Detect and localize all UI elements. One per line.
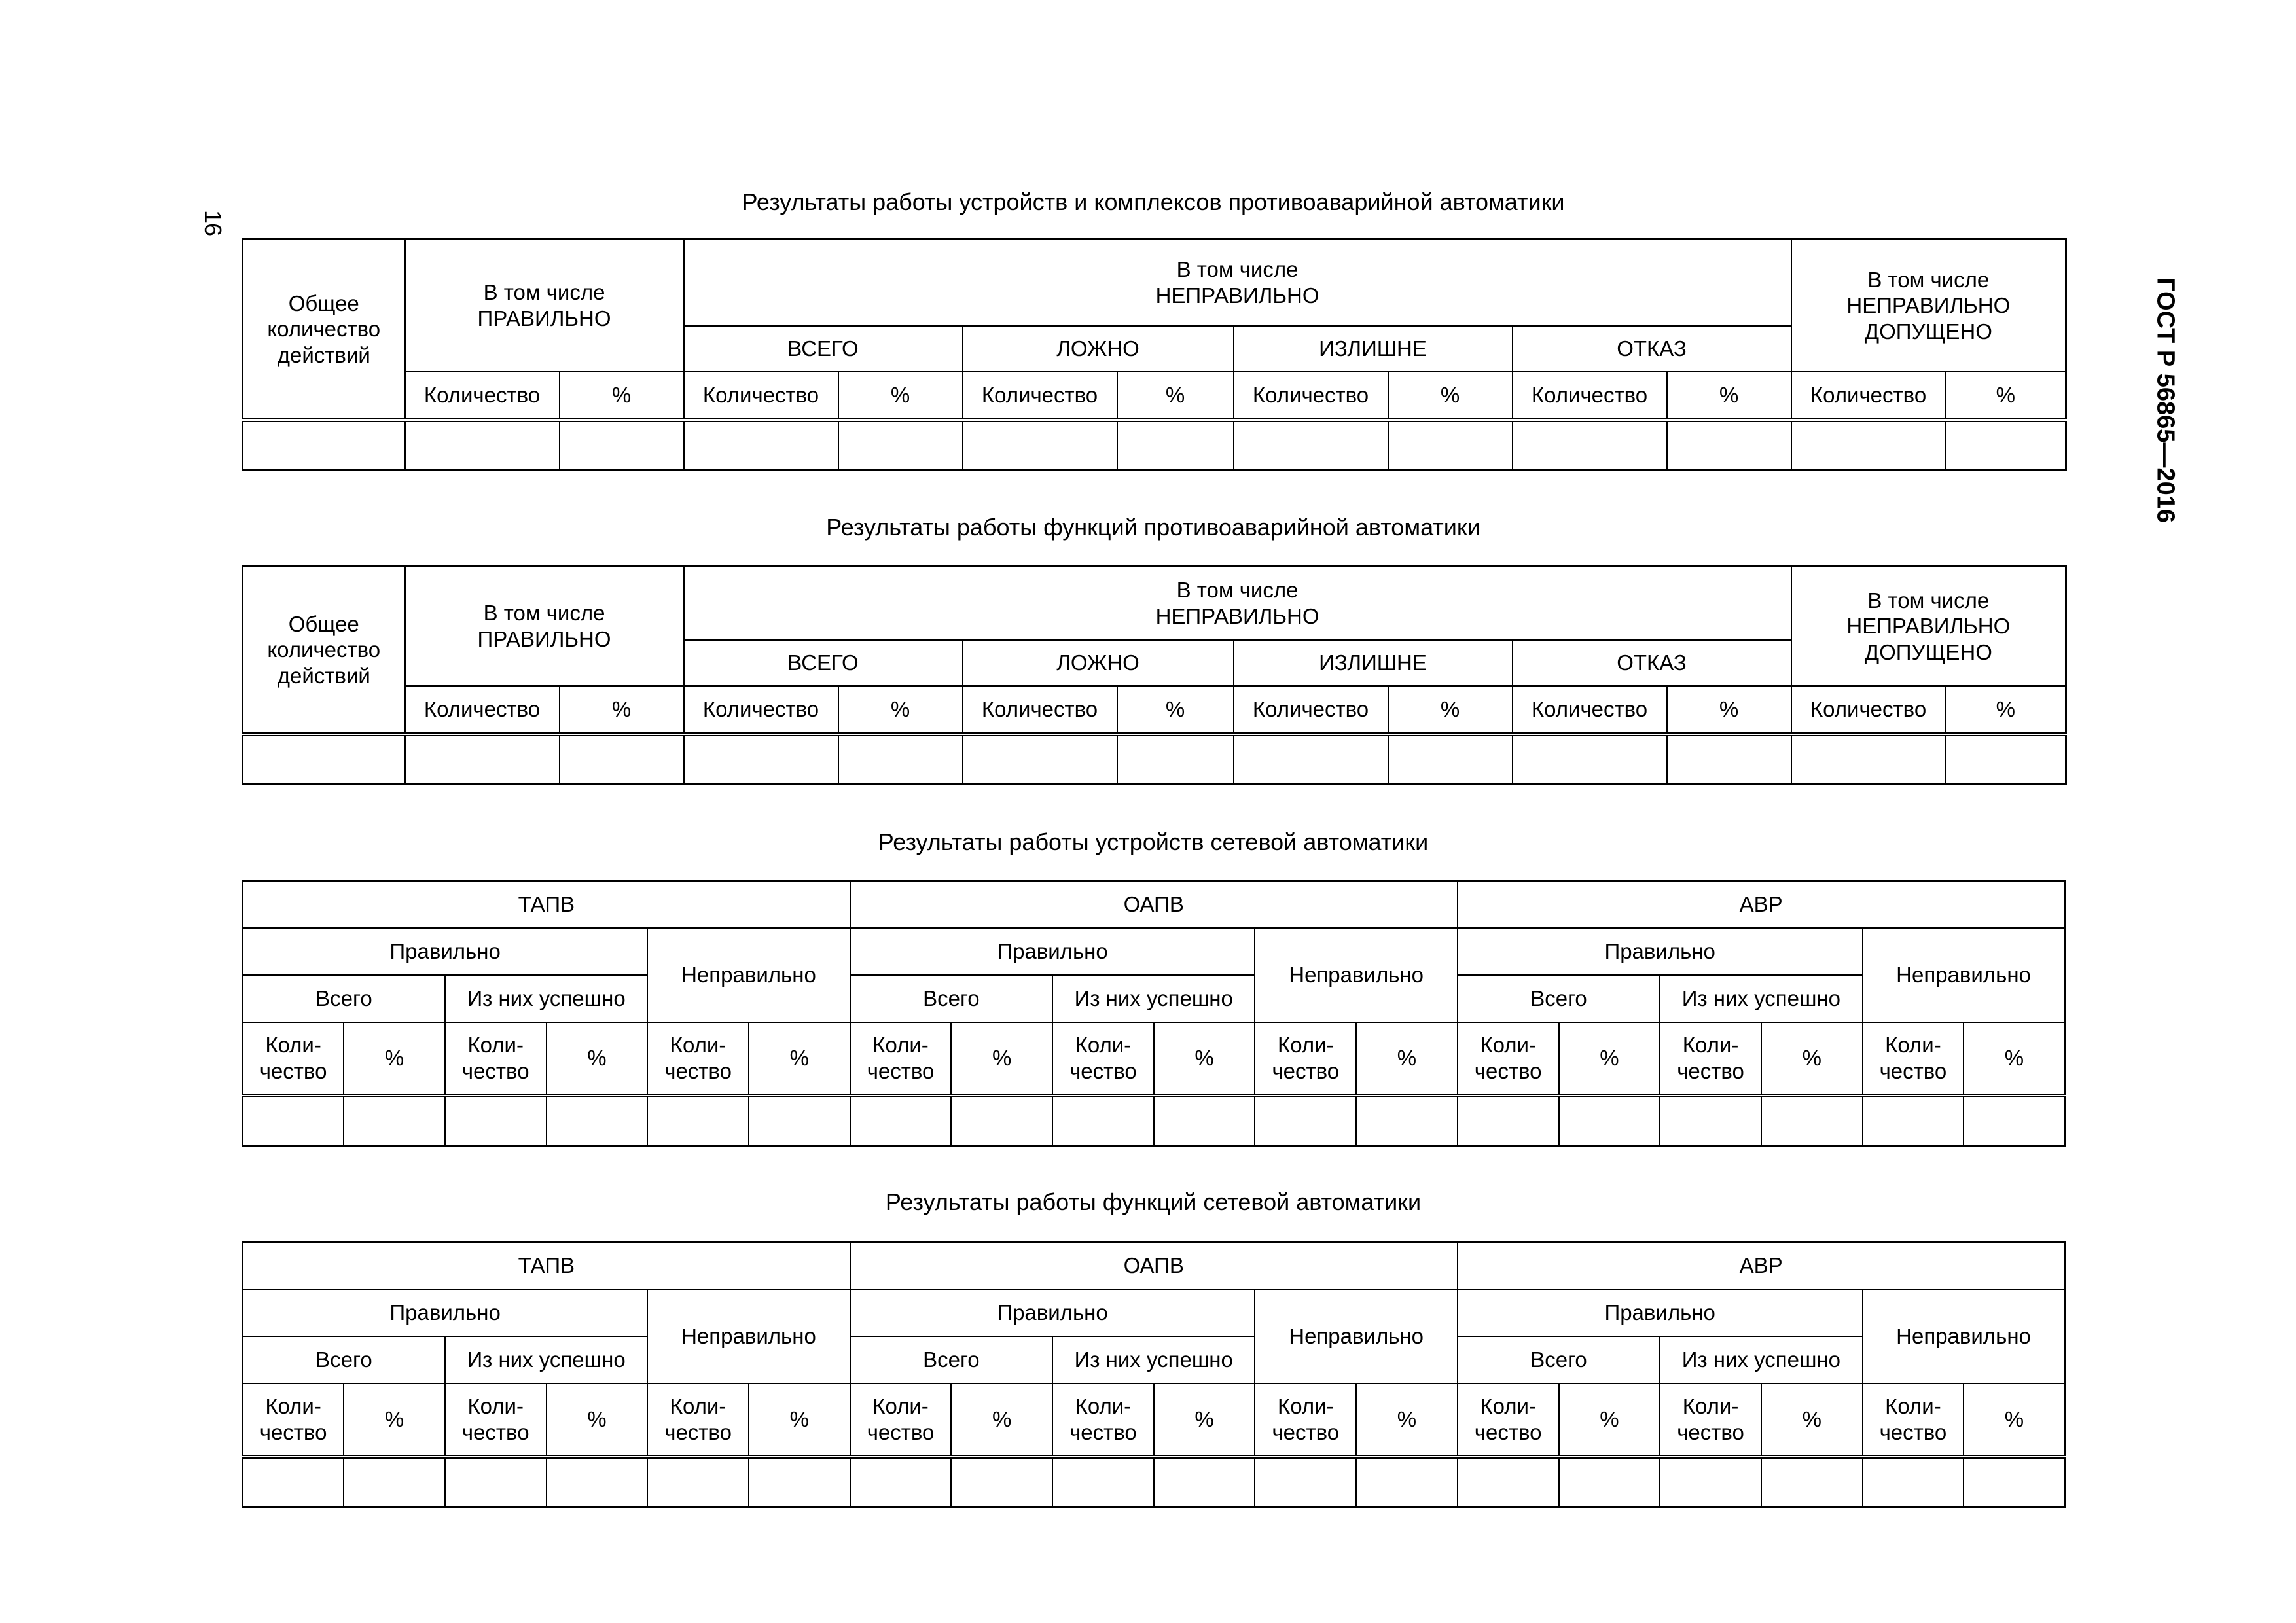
percent-header: % bbox=[1667, 686, 1791, 734]
data-cell[interactable] bbox=[1660, 1457, 1761, 1507]
document-code: ГОСТ Р 56865—2016 bbox=[2151, 277, 2179, 523]
percent-header: % bbox=[1559, 1022, 1660, 1096]
total-header: Всего bbox=[850, 1336, 1052, 1383]
percent-header: % bbox=[951, 1383, 1052, 1457]
data-cell[interactable] bbox=[850, 1457, 952, 1507]
count-header: Коли- чество bbox=[850, 1383, 952, 1457]
data-cell[interactable] bbox=[560, 734, 684, 785]
incorrect-header: Неправильно bbox=[647, 1289, 850, 1383]
data-cell[interactable] bbox=[1791, 420, 1946, 471]
table-caption: Результаты работы функций сетевой автоматики bbox=[885, 1188, 1422, 1215]
incorrect-header: В том числе НЕПРАВИЛЬНО bbox=[684, 567, 1791, 641]
incorrect-header: Неправильно bbox=[1863, 928, 2065, 1022]
count-header: Коли- чество bbox=[1458, 1383, 1559, 1457]
success-header: Из них успешно bbox=[1660, 1336, 1862, 1383]
count-header: Количество bbox=[1791, 686, 1946, 734]
count-header: Коли- чество bbox=[1255, 1383, 1356, 1457]
data-cell[interactable] bbox=[838, 420, 963, 471]
total-header: Всего bbox=[243, 1336, 445, 1383]
data-cell[interactable] bbox=[1154, 1096, 1255, 1146]
data-cell[interactable] bbox=[1513, 420, 1667, 471]
success-header: Из них успешно bbox=[1052, 975, 1255, 1022]
count-header: Коли- чество bbox=[647, 1022, 749, 1096]
devices-net-table bbox=[242, 880, 2066, 1147]
count-header: Коли- чество bbox=[1660, 1383, 1761, 1457]
data-cell[interactable] bbox=[1234, 734, 1388, 785]
data-cell[interactable] bbox=[1667, 420, 1791, 471]
percent-header: % bbox=[344, 1383, 445, 1457]
count-header: Коли- чество bbox=[1660, 1022, 1761, 1096]
data-cell[interactable] bbox=[1052, 1096, 1154, 1146]
correct-header: Правильно bbox=[850, 928, 1255, 975]
total-header: Всего bbox=[1458, 1336, 1660, 1383]
data-cell[interactable] bbox=[1946, 420, 2066, 471]
sub-header-excess: ИЗЛИШНЕ bbox=[1234, 640, 1513, 686]
data-cell[interactable] bbox=[560, 420, 684, 471]
count-header: Количество bbox=[1791, 372, 1946, 420]
data-cell[interactable] bbox=[1964, 1096, 2065, 1146]
percent-header: % bbox=[951, 1022, 1052, 1096]
data-cell[interactable] bbox=[1356, 1096, 1458, 1146]
percent-header: % bbox=[1117, 372, 1234, 420]
group-header-oapv: ОАПВ bbox=[850, 1242, 1458, 1290]
group-header-tapv: ТАПВ bbox=[243, 881, 850, 929]
data-cell[interactable] bbox=[1964, 1457, 2065, 1507]
sub-header-total: ВСЕГО bbox=[684, 326, 963, 372]
data-cell[interactable] bbox=[1154, 1457, 1255, 1507]
data-cell[interactable] bbox=[1761, 1457, 1863, 1507]
sub-header-false: ЛОЖНО bbox=[963, 640, 1234, 686]
count-header: Количество bbox=[963, 372, 1117, 420]
percent-header: % bbox=[1946, 686, 2066, 734]
data-cell[interactable] bbox=[1791, 734, 1946, 785]
page-number: 16 bbox=[200, 209, 227, 237]
correct-header: Правильно bbox=[1458, 928, 1863, 975]
percent-header: % bbox=[1964, 1383, 2065, 1457]
percent-header: % bbox=[838, 372, 963, 420]
percent-header: % bbox=[1154, 1383, 1255, 1457]
count-header: Количество bbox=[1234, 372, 1388, 420]
data-cell[interactable] bbox=[1458, 1457, 1559, 1507]
percent-header: % bbox=[1356, 1022, 1458, 1096]
incorrect-header: Неправильно bbox=[1255, 928, 1457, 1022]
count-header: Коли- чество bbox=[1052, 1022, 1154, 1096]
data-cell[interactable] bbox=[647, 1457, 749, 1507]
data-cell[interactable] bbox=[1660, 1096, 1761, 1146]
data-cell[interactable] bbox=[1559, 1096, 1660, 1146]
group-header-oapv: ОАПВ bbox=[850, 881, 1458, 929]
count-header: Коли- чество bbox=[1458, 1022, 1559, 1096]
percent-header: % bbox=[1761, 1022, 1863, 1096]
percent-header: % bbox=[344, 1022, 445, 1096]
table-row bbox=[243, 1457, 2065, 1507]
count-header: Коли- чество bbox=[1863, 1022, 1964, 1096]
data-cell[interactable] bbox=[1388, 734, 1513, 785]
allowed-header: В том числе НЕПРАВИЛЬНО ДОПУЩЕНО bbox=[1791, 240, 2066, 372]
data-cell[interactable] bbox=[749, 1096, 850, 1146]
data-cell[interactable] bbox=[405, 734, 560, 785]
sub-header-failure: ОТКАЗ bbox=[1513, 640, 1791, 686]
percent-header: % bbox=[749, 1383, 850, 1457]
count-header: Коли- чество bbox=[1255, 1022, 1356, 1096]
correct-header: Правильно bbox=[243, 928, 648, 975]
count-header: Количество bbox=[684, 686, 838, 734]
incorrect-header: В том числе НЕПРАВИЛЬНО bbox=[684, 240, 1791, 327]
sub-header-total: ВСЕГО bbox=[684, 640, 963, 686]
data-cell[interactable] bbox=[1863, 1457, 1964, 1507]
count-header: Коли- чество bbox=[1863, 1383, 1964, 1457]
data-cell[interactable] bbox=[1356, 1457, 1458, 1507]
percent-header: % bbox=[1946, 372, 2066, 420]
percent-header: % bbox=[1667, 372, 1791, 420]
functions-net-table bbox=[242, 1241, 2066, 1508]
correct-header: Правильно bbox=[243, 1289, 648, 1336]
total-header: Всего bbox=[1458, 975, 1660, 1022]
group-header-avr: АВР bbox=[1458, 881, 2065, 929]
data-cell[interactable] bbox=[850, 1096, 952, 1146]
success-header: Из них успешно bbox=[445, 975, 647, 1022]
percent-header: % bbox=[1761, 1383, 1863, 1457]
devices-pa-table bbox=[242, 238, 2067, 471]
count-header: Количество bbox=[684, 372, 838, 420]
data-cell[interactable] bbox=[1513, 734, 1667, 785]
functions-pa-table bbox=[242, 565, 2067, 785]
percent-header: % bbox=[547, 1383, 648, 1457]
data-cell[interactable] bbox=[1946, 734, 2066, 785]
percent-header: % bbox=[1388, 686, 1513, 734]
data-cell[interactable] bbox=[445, 1457, 547, 1507]
correct-header: Правильно bbox=[1458, 1289, 1863, 1336]
data-cell[interactable] bbox=[749, 1457, 850, 1507]
total-header: Всего bbox=[243, 975, 445, 1022]
data-cell[interactable] bbox=[684, 420, 838, 471]
data-cell[interactable] bbox=[684, 734, 838, 785]
table-caption: Результаты работы устройств и комплексов противоаварийной автоматики bbox=[742, 188, 1565, 215]
percent-header: % bbox=[1388, 372, 1513, 420]
data-cell[interactable] bbox=[1458, 1096, 1559, 1146]
percent-header: % bbox=[1964, 1022, 2065, 1096]
sub-header-excess: ИЗЛИШНЕ bbox=[1234, 326, 1513, 372]
count-header: Коли- чество bbox=[243, 1383, 344, 1457]
data-cell[interactable] bbox=[1863, 1096, 1964, 1146]
data-cell[interactable] bbox=[838, 734, 963, 785]
percent-header: % bbox=[1559, 1383, 1660, 1457]
data-cell[interactable] bbox=[1559, 1457, 1660, 1507]
count-header: Коли- чество bbox=[850, 1022, 952, 1096]
data-cell[interactable] bbox=[1388, 420, 1513, 471]
data-cell[interactable] bbox=[1117, 734, 1234, 785]
incorrect-header: Неправильно bbox=[1863, 1289, 2065, 1383]
data-cell[interactable] bbox=[547, 1096, 648, 1146]
percent-header: % bbox=[560, 372, 684, 420]
total-actions-header: Общее количество действий bbox=[243, 240, 405, 421]
sub-header-failure: ОТКАЗ bbox=[1513, 326, 1791, 372]
data-cell[interactable] bbox=[445, 1096, 547, 1146]
table-caption: Результаты работы устройств сетевой автоматики bbox=[878, 829, 1429, 855]
correct-header: В том числе ПРАВИЛЬНО bbox=[405, 567, 684, 687]
data-cell[interactable] bbox=[1761, 1096, 1863, 1146]
data-cell[interactable] bbox=[243, 420, 405, 471]
correct-header: Правильно bbox=[850, 1289, 1255, 1336]
data-cell[interactable] bbox=[344, 1096, 445, 1146]
data-cell[interactable] bbox=[344, 1457, 445, 1507]
percent-header: % bbox=[749, 1022, 850, 1096]
count-header: Коли- чество bbox=[647, 1383, 749, 1457]
count-header: Количество bbox=[1513, 686, 1667, 734]
incorrect-header: Неправильно bbox=[1255, 1289, 1457, 1383]
table-row bbox=[243, 420, 2066, 471]
total-header: Всего bbox=[850, 975, 1052, 1022]
percent-header: % bbox=[547, 1022, 648, 1096]
data-cell[interactable] bbox=[1234, 420, 1388, 471]
count-header: Количество bbox=[405, 686, 560, 734]
percent-header: % bbox=[1117, 686, 1234, 734]
data-cell[interactable] bbox=[1117, 420, 1234, 471]
percent-header: % bbox=[838, 686, 963, 734]
table-row bbox=[243, 734, 2066, 785]
incorrect-header: Неправильно bbox=[647, 928, 850, 1022]
success-header: Из них успешно bbox=[1052, 1336, 1255, 1383]
count-header: Коли- чество bbox=[243, 1022, 344, 1096]
group-header-tapv: ТАПВ bbox=[243, 1242, 850, 1290]
sub-header-false: ЛОЖНО bbox=[963, 326, 1234, 372]
data-cell[interactable] bbox=[243, 1096, 344, 1146]
count-header: Количество bbox=[1234, 686, 1388, 734]
percent-header: % bbox=[560, 686, 684, 734]
count-header: Количество bbox=[1513, 372, 1667, 420]
data-cell[interactable] bbox=[243, 734, 405, 785]
data-cell[interactable] bbox=[547, 1457, 648, 1507]
group-header-avr: АВР bbox=[1458, 1242, 2065, 1290]
count-header: Коли- чество bbox=[1052, 1383, 1154, 1457]
count-header: Количество bbox=[405, 372, 560, 420]
table-caption: Результаты работы функций противоаварийной автоматики bbox=[826, 514, 1480, 541]
count-header: Коли- чество bbox=[445, 1022, 547, 1096]
data-cell[interactable] bbox=[243, 1457, 344, 1507]
success-header: Из них успешно bbox=[445, 1336, 647, 1383]
total-actions-header: Общее количество действий bbox=[243, 567, 405, 735]
data-cell[interactable] bbox=[647, 1096, 749, 1146]
percent-header: % bbox=[1356, 1383, 1458, 1457]
data-cell[interactable] bbox=[963, 420, 1117, 471]
correct-header: В том числе ПРАВИЛЬНО bbox=[405, 240, 684, 372]
allowed-header: В том числе НЕПРАВИЛЬНО ДОПУЩЕНО bbox=[1791, 567, 2066, 687]
data-cell[interactable] bbox=[1667, 734, 1791, 785]
count-header: Количество bbox=[963, 686, 1117, 734]
data-cell[interactable] bbox=[951, 1457, 1052, 1507]
data-cell[interactable] bbox=[963, 734, 1117, 785]
data-cell[interactable] bbox=[1255, 1457, 1356, 1507]
success-header: Из них успешно bbox=[1660, 975, 1862, 1022]
percent-header: % bbox=[1154, 1022, 1255, 1096]
data-cell[interactable] bbox=[951, 1096, 1052, 1146]
data-cell[interactable] bbox=[405, 420, 560, 471]
data-cell[interactable] bbox=[1255, 1096, 1356, 1146]
count-header: Коли- чество bbox=[445, 1383, 547, 1457]
data-cell[interactable] bbox=[1052, 1457, 1154, 1507]
table-row bbox=[243, 1096, 2065, 1146]
